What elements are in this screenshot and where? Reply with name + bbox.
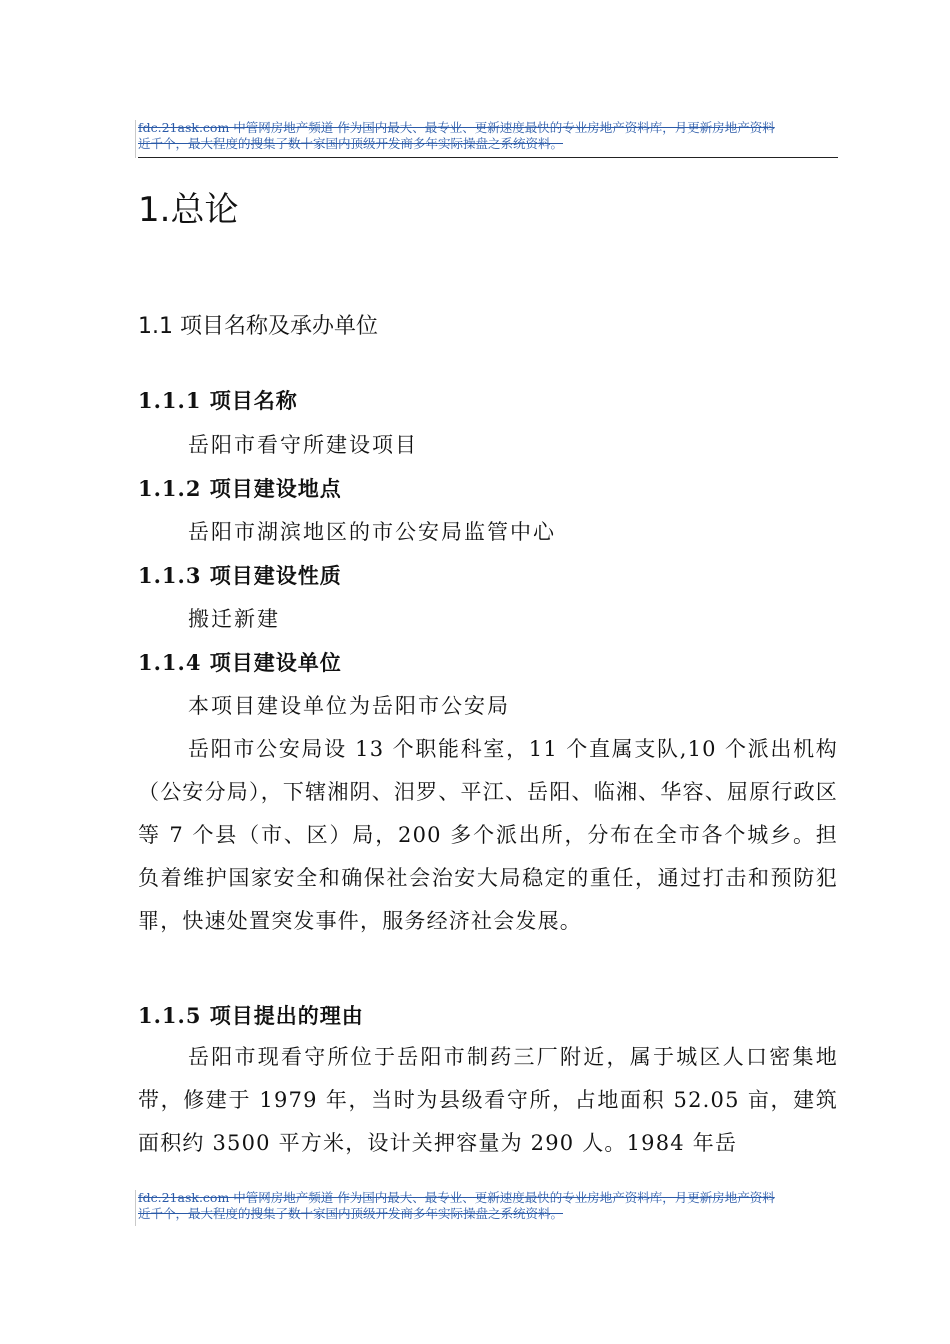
subsection-title-1-1-2: 1.1.2 项目建设地点 xyxy=(138,476,342,501)
chapter-title: 1.总论 xyxy=(138,190,239,230)
page-footer xyxy=(138,1190,838,1222)
subsection-title-1-1-1: 1.1.1 项目名称 xyxy=(138,388,298,413)
header-line-1[interactable]: fdc.21ask.com 中管网房地产频道 作为国内最大、最专业、更新速度最快的专业房地产资料库，月更新房地产资料 xyxy=(138,120,775,135)
page-header xyxy=(138,120,838,152)
subsection-title-1-1-4: 1.1.4 项目建设单位 xyxy=(138,650,342,675)
subsection-title-1-1-3: 1.1.3 项目建设性质 xyxy=(138,563,342,588)
header-rule xyxy=(138,157,838,158)
section-title: 1.1 项目名称及承办单位 xyxy=(138,314,378,339)
public-security-bureau-paragraph: 岳阳市公安局设 13 个职能科室，11 个直属支队,10 个派出机构（公安分局），下辖湘阴、汨罗、平江、岳阳、临湘、华容、屈原行政区等 7 个县（市、区）局，200 多个派出所，分布在全市各个城乡。担负着维护国家安全和确保社会治安大局稳定的重任，通过打击和预防犯罪，快速处置突发事件，服务经济社会发展。 xyxy=(138,737,838,933)
footer-line-2[interactable]: 近千个，最大程度的搜集了数十家国内顶级开发商多年实际操盘之系统资料。 xyxy=(138,1206,564,1221)
project-reason-paragraph: 岳阳市现看守所位于岳阳市制药三厂附近，属于城区人口密集地带，修建于 1979 年，当时为县级看守所，占地面积 52.05 亩，建筑面积约 3500 平方米，设计关押容量为 290 人。1984 年岳 xyxy=(138,1045,838,1155)
footer-line-1[interactable]: fdc.21ask.com 中管网房地产频道 作为国内最大、最专业、更新速度最快的专业房地产资料库，月更新房地产资料 xyxy=(138,1190,775,1205)
project-nature-text: 搬迁新建 xyxy=(188,607,280,631)
subsection-title-1-1-5: 1.1.5 项目提出的理由 xyxy=(138,1003,364,1028)
footer-margin-bar xyxy=(135,1190,136,1226)
project-name-text: 岳阳市看守所建设项目 xyxy=(188,433,418,457)
header-margin-bar xyxy=(135,120,136,158)
header-line-2[interactable]: 近千个，最大程度的搜集了数十家国内顶级开发商多年实际操盘之系统资料。 xyxy=(138,136,564,151)
project-unit-text: 本项目建设单位为岳阳市公安局 xyxy=(188,694,510,718)
project-location-text: 岳阳市湖滨地区的市公安局监管中心 xyxy=(188,520,556,544)
